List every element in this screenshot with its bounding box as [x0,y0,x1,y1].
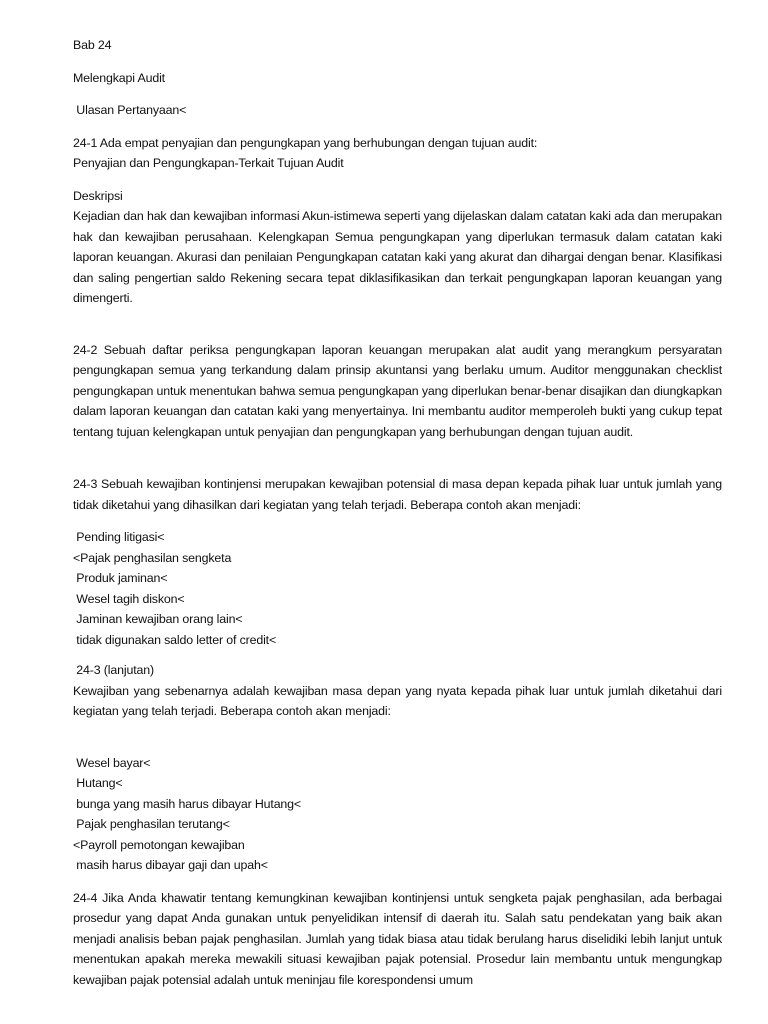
list-item: masih harus dibayar gaji dan upah< [73,858,268,872]
q24-1-intro: 24-1 Ada empat penyajian dan pengungkapan yang berhubungan dengan tujuan audit: [73,135,538,150]
list-item: Jaminan kewajiban orang lain< [73,612,243,626]
q24-4-body: 24-4 Jika Anda khawatir tentang kemungkinan kewajiban kontinjensi untuk sengketa pajak penghasilan, ada berbagai prosedur yang dapat Anda gunakan untuk penyelidikan intensif di daerah itu. Salah satu pendekatan yang baik akan menjadi analisis beban pajak penghasilan. Jumlah yang tidak biasa atau tidak berulang harus diselidiki lebih lanjut untuk menentukan apakah mereka mewakili situasi kewajiban pajak potensial. Prosedur lain membantu untuk mengungkap kewajiban pajak potensial adalah untuk meninjau file korespondensi umum [73,890,722,987]
document-page [73,35,722,990]
q24-2-body: 24-2 Sebuah daftar periksa pengungkapan laporan keuangan merupakan alat audit yang merangkum persyaratan pengungkapan semua yang terkandung dalam prinsip akuntansi yang berlaku umum. Auditor menggunakan checklist pengungkapan untuk menentukan bahwa semua pengungkapan yang diperlukan benar-benar disajikan dan diungkapkan dalam laporan keuangan dan catatan kaki yang menyertainya. Ini membantu auditor memperoleh bukti yang cukup tepat tentang tujuan kelengkapan untuk penyajian dan pengungkapan yang berhubungan dengan tujuan audit. [73,342,722,439]
list-item: Hutang< [73,776,123,790]
list-item: <Payroll pemotongan kewajiban [73,837,245,852]
chapter-number: Bab 24 [73,38,112,52]
chapter-title: Melengkapi Audit [73,70,165,85]
q24-3-example-list [73,527,722,650]
q24-3-continued-heading: 24-3 (lanjutan) [73,663,154,677]
q24-3-continued-body: Kewajiban yang sebenarnya adalah kewajiban masa depan yang nyata kepada pihak luar untuk jumlah diketahui dari kegiatan yang telah terjadi. Beberapa contoh akan menjadi: [73,683,722,718]
list-item: Wesel tagih diskon< [73,591,185,606]
q24-3-body: 24-3 Sebuah kewajiban kontinjensi merupakan kewajiban potensial di masa depan kepada pihak luar untuk jumlah yang tidak diketahui yang dihasilkan dari kegiatan yang telah terjadi. Beberapa contoh akan menjadi: [73,477,722,512]
list-item: Pending litigasi< [73,530,165,544]
list-item: Pajak penghasilan terutang< [73,817,230,831]
list-item: tidak digunakan saldo letter of credit< [73,632,277,647]
list-item: <Pajak penghasilan sengketa [73,550,232,565]
q24-1-description-body: Kejadian dan hak dan kewajiban informasi Akun-istimewa seperti yang dijelaskan dalam catatan kaki ada dan merupakan hak dan kewajiban perusahaan. Kelengkapan Semua pengungkapan yang diperlukan termasuk dalam catatan kaki laporan keuangan. Akurasi dan penilaian Pengungkapan catatan kaki yang akurat dan dihargai dengan benar. Klasifikasi dan saling pengertian saldo Rekening secara tepat diklasifikasikan dan terkait pengungkapan laporan keuangan yang dimengerti. [73,209,722,305]
q24-1-description-label: Deskripsi [73,188,123,203]
list-item: Wesel bayar< [73,755,151,770]
q24-3-continued-example-list [73,753,722,876]
review-heading: Ulasan Pertanyaan< [73,103,187,117]
list-item: bunga yang masih harus dibayar Hutang< [73,796,302,811]
list-item: Produk jaminan< [73,571,168,585]
q24-1-subtitle: Penyajian dan Pengungkapan-Terkait Tujuan Audit [73,156,344,170]
